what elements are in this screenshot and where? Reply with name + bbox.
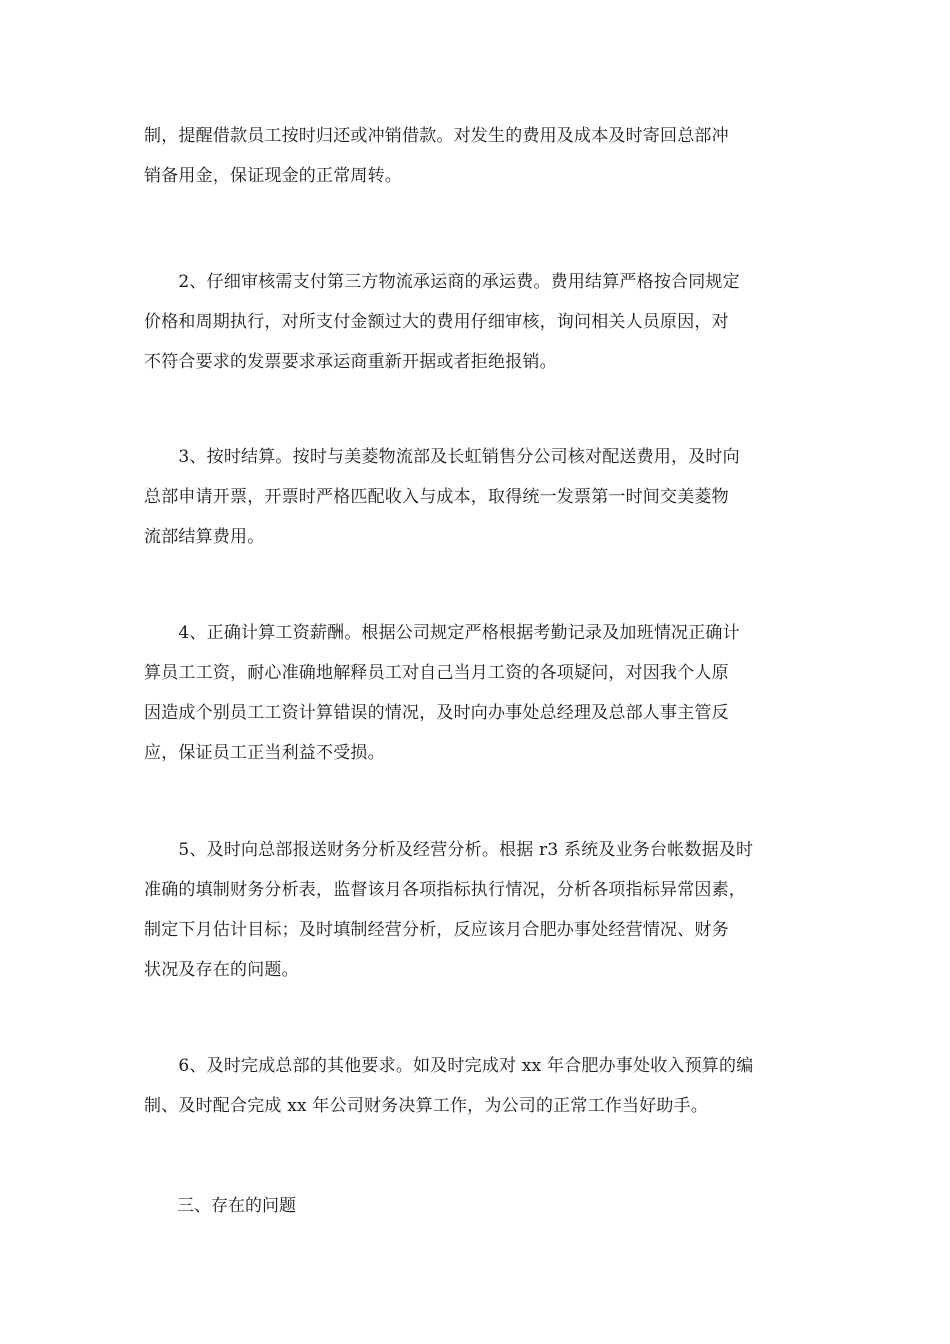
paragraph-line: 流部结算费用。: [144, 527, 265, 547]
paragraph-line: 4、正确计算工资薪酬。根据公司规定严格根据考勤记录及加班情况正确计: [144, 623, 740, 643]
paragraph-line: 不符合要求的发票要求承运商重新开据或者拒绝报销。: [144, 352, 557, 372]
paragraph-line: 价格和周期执行，对所支付金额过大的费用仔细审核，询问相关人员原因，对: [144, 312, 729, 332]
section-heading-existing-problems: 三、存在的问题: [177, 1196, 296, 1216]
paragraph-line: 制、及时配合完成 xx 年公司财务决算工作，为公司的正常工作当好助手。: [144, 1096, 708, 1116]
paragraph-line: 3、按时结算。按时与美菱物流部及长虹销售分公司核对配送费用，及时向: [144, 447, 740, 467]
paragraph-line: 应，保证员工正当利益不受损。: [144, 743, 385, 763]
paragraph-line: 制，提醒借款员工按时归还或冲销借款。对发生的费用及成本及时寄回总部冲: [144, 126, 729, 146]
paragraph-item-6-other-requirements: [144, 1046, 806, 1126]
paragraph-line: 制定下月估计目标；及时填制经营分析，反应该月合肥办事处经营情况、财务: [144, 920, 729, 940]
paragraph-line: 因造成个别员工工资计算错误的情况，及时向办事处总经理及总部人事主管反: [144, 703, 729, 723]
paragraph-line: 5、及时向总部报送财务分析及经营分析。根据 r3 系统及业务台帐数据及时: [144, 840, 754, 860]
paragraph-line: 算员工工资，耐心准确地解释员工对自己当月工资的各项疑问，对因我个人原: [144, 663, 729, 683]
paragraph-item-3-settlement: [144, 437, 806, 557]
paragraph-line: 准确的填制财务分析表，监督该月各项指标执行情况，分析各项指标异常因素，: [144, 880, 746, 900]
paragraph-line: 6、及时完成总部的其他要求。如及时完成对 xx 年合肥办事处收入预算的编: [144, 1056, 754, 1076]
paragraph-line: 总部申请开票，开票时严格匹配收入与成本，取得统一发票第一时间交美菱物: [144, 487, 729, 507]
paragraph-line: 状况及存在的问题。: [144, 960, 299, 980]
paragraph-cash-management-continued: [144, 116, 806, 196]
paragraph-item-2-freight-audit: [144, 262, 806, 382]
paragraph-line: 销备用金，保证现金的正常周转。: [144, 166, 402, 186]
paragraph-line: 2、仔细审核需支付第三方物流承运商的承运费。费用结算严格按合同规定: [144, 272, 740, 292]
paragraph-item-4-payroll: [144, 613, 806, 773]
paragraph-item-5-financial-analysis: [144, 830, 806, 990]
